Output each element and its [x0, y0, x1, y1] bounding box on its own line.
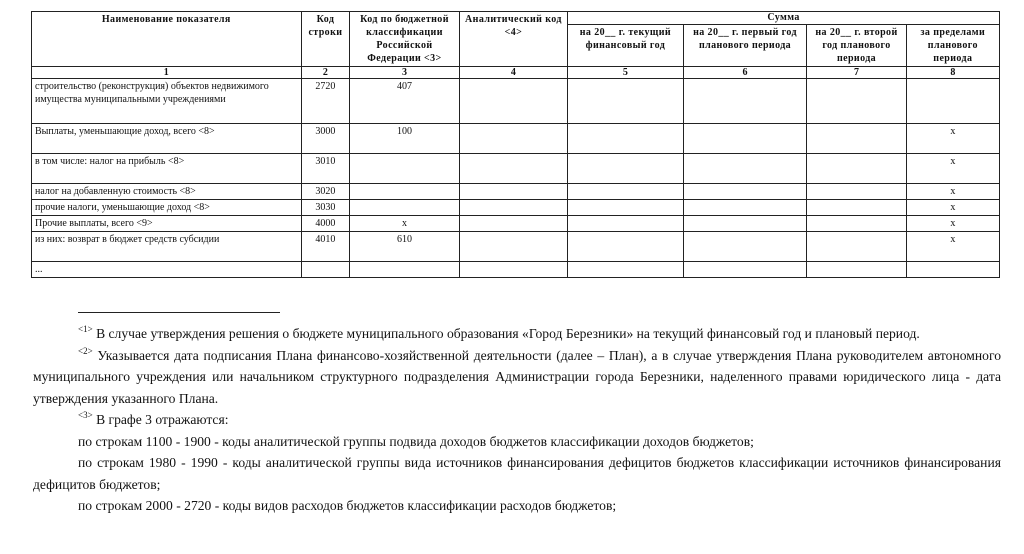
table-row [32, 124, 1000, 154]
footnote-divider [78, 312, 280, 323]
row-c8: x [906, 124, 999, 154]
row-cell [807, 232, 906, 262]
row-cell [459, 79, 567, 124]
footnote-line: по строкам 2000 - 2720 - коды видов расходов бюджетов классификации расходов бюджетов; [78, 498, 617, 513]
table-row [32, 232, 1000, 262]
row-cell [459, 232, 567, 262]
row-code: 2720 [301, 79, 350, 124]
row-cell [568, 154, 684, 184]
row-code: 4000 [301, 216, 350, 232]
row-cell [459, 262, 567, 278]
row-kbk [350, 200, 459, 216]
row-kbk [350, 184, 459, 200]
header-sum: Сумма [568, 12, 1000, 25]
row-code: 3030 [301, 200, 350, 216]
row-kbk: 610 [350, 232, 459, 262]
col-number: 1 [32, 67, 302, 79]
row-cell [459, 184, 567, 200]
row-c8: x [906, 154, 999, 184]
table-row [32, 79, 1000, 124]
row-cell [683, 232, 807, 262]
footnote-2 [33, 345, 1001, 410]
table-row [32, 184, 1000, 200]
table-row [32, 262, 1000, 278]
footnote-line: по строкам 1980 - 1990 - коды аналитической группы вида источников финансирования дефицитов бюджетов классификации источников финансирования дефицитов бюджетов; [33, 455, 1001, 492]
row-cell [568, 232, 684, 262]
row-cell [807, 184, 906, 200]
footnote-text: В графе 3 отражаются: [96, 412, 229, 427]
row-code: 3000 [301, 124, 350, 154]
row-cell [568, 184, 684, 200]
row-cell [683, 154, 807, 184]
row-name: из них: возврат в бюджет средств субсидии [32, 232, 302, 262]
footnote-mark: <2> [78, 345, 93, 356]
row-c8: x [906, 232, 999, 262]
col-number: 4 [459, 67, 567, 79]
header-budget-code: Код по бюджетной классификации Российской Федерации <3> [350, 12, 459, 67]
row-cell [683, 200, 807, 216]
header-col5: на 20__ г. текущий финансовый год [568, 25, 684, 67]
payments-table [31, 11, 1000, 278]
col-number: 6 [683, 67, 807, 79]
row-code: 4010 [301, 232, 350, 262]
footnote-text: Указывается дата подписания Плана финансово-хозяйственной деятельности (далее – План), а в случае утверждения Плана руководителем автономного муниципального учреждения или начальником структурного подразделения Администрации города Березники, наделенного правами юридического лица - дата утверждения указанного Плана. [33, 347, 1001, 406]
table-row [32, 200, 1000, 216]
row-cell [807, 124, 906, 154]
col-number: 7 [807, 67, 906, 79]
row-cell [807, 154, 906, 184]
header-col8: за пределами планового периода [906, 25, 999, 67]
row-cell [807, 79, 906, 124]
row-cell [683, 184, 807, 200]
row-name: ... [32, 262, 302, 278]
footnote-3 [33, 409, 1001, 431]
footnote-text: В случае утверждения решения о бюджете муниципального образования «Город Березники» на текущий финансовый год и плановый период. [96, 326, 920, 341]
header-analytic-code: Аналитический код <4> [459, 12, 567, 67]
row-cell [568, 200, 684, 216]
footnote-1 [33, 323, 1001, 345]
row-c8 [906, 79, 999, 124]
row-c8: x [906, 216, 999, 232]
row-cell [459, 200, 567, 216]
row-cell [807, 262, 906, 278]
footnote-mark: <3> [78, 410, 93, 420]
column-number-row [32, 67, 1000, 79]
footnote-line: по строкам 1100 - 1900 - коды аналитической группы подвида доходов бюджетов классификации доходов бюджетов; [78, 433, 754, 449]
row-cell [807, 216, 906, 232]
col-number: 5 [568, 67, 684, 79]
row-name: строительство (реконструкция) объектов недвижимого имущества муниципальными учреждениями [32, 79, 302, 124]
row-cell [459, 216, 567, 232]
header-row-1 [32, 12, 1000, 25]
row-cell [459, 124, 567, 154]
row-cell [683, 79, 807, 124]
row-cell [683, 124, 807, 154]
table-row [32, 216, 1000, 232]
header-col7: на 20__ г. второй год планового периода [807, 25, 906, 67]
row-cell [568, 262, 684, 278]
row-kbk: 100 [350, 124, 459, 154]
table-row [32, 154, 1000, 184]
row-cell [683, 216, 807, 232]
row-cell [459, 154, 567, 184]
footnote-mark: <1> [78, 324, 93, 334]
row-kbk: x [350, 216, 459, 232]
row-kbk [350, 262, 459, 278]
row-c8 [906, 262, 999, 278]
row-c8: x [906, 184, 999, 200]
row-cell [568, 79, 684, 124]
row-code: 3010 [301, 154, 350, 184]
col-number: 2 [301, 67, 350, 79]
row-name: прочие налоги, уменьшающие доход <8> [32, 200, 302, 216]
row-name: налог на добавленную стоимость <8> [32, 184, 302, 200]
row-name: в том числе: налог на прибыль <8> [32, 154, 302, 184]
row-cell [568, 124, 684, 154]
row-cell [683, 262, 807, 278]
row-name: Прочие выплаты, всего <9> [32, 216, 302, 232]
header-name: Наименование показателя [32, 12, 302, 67]
row-c8: x [906, 200, 999, 216]
header-row-code: Код строки [301, 12, 350, 67]
col-number: 8 [906, 67, 999, 79]
row-kbk: 407 [350, 79, 459, 124]
col-number: 3 [350, 67, 459, 79]
row-cell [568, 216, 684, 232]
header-col6: на 20__ г. первый год планового периода [683, 25, 807, 67]
row-cell [807, 200, 906, 216]
row-code [301, 262, 350, 278]
row-kbk [350, 154, 459, 184]
row-name: Выплаты, уменьшающие доход, всего <8> [32, 124, 302, 154]
footnotes [33, 312, 1001, 517]
row-code: 3020 [301, 184, 350, 200]
